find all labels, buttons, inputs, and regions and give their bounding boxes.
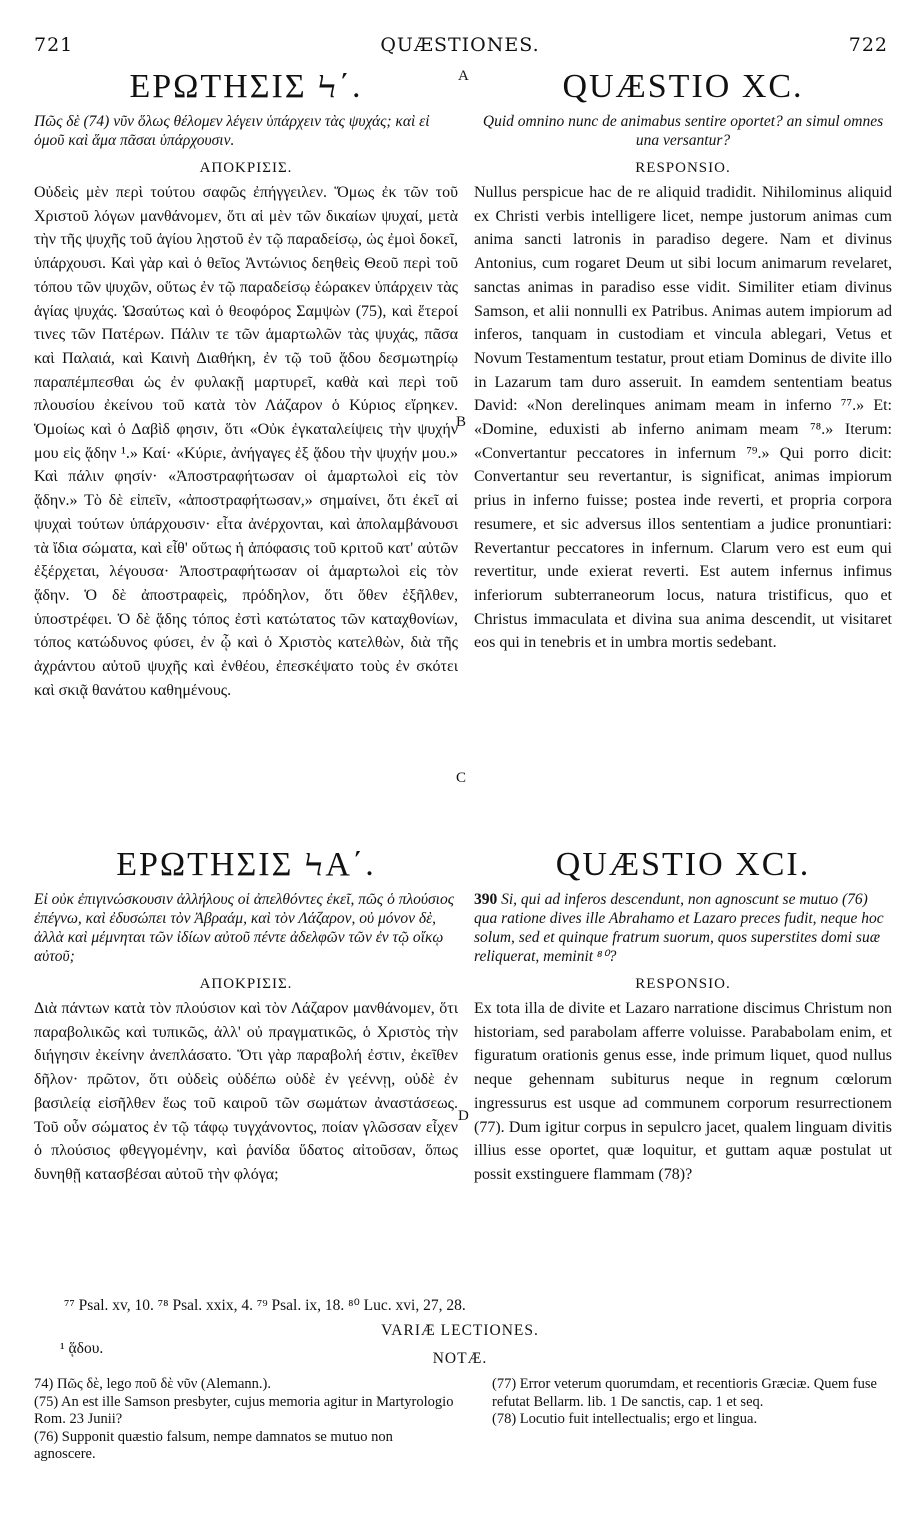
q91-latin-column xyxy=(474,846,892,1187)
note-75: (75) An est ille Samson presbyter, cujus memoria agitur in Martyrologio Rom. 23 Junii? xyxy=(34,1393,454,1427)
q91-latin-body: Ex tota illa de divite et Lazaro narratione discimus Christum non historiam, sed parabolam afferre voluisse. Parababolam enim, et figuratum orationis genus esse, inde primum liquet, quod nullus neque gehennam subiturus neque in regnum cœlorum ingressurus est usque ad communem corporum resurrectionem (77). Dum igitur corpus in sepulcro jacet, qualem linguam divitis illius esse oportet, quæ loquitur, et guttam aquæ postulat ut possit exstinguere flammam (78)? xyxy=(474,1000,892,1183)
q91-latin-question-text: Si, qui ad inferos descendunt, non agnoscunt se mutuo (76) qua ratione dives ille Abrahamo et Lazaro preces fudit, neque hoc solum, sed et quinque fratrum suorum, quos superstites domi suæ reliquerat, meminit ⁸⁰? xyxy=(474,891,884,965)
q91-latin-question xyxy=(474,890,892,966)
q90-latin-question: Quid omnino nunc de animabus sentire oportet? an simul omnes una versantur? xyxy=(482,113,884,149)
column-number: 390 xyxy=(474,891,498,908)
q91-greek-column xyxy=(34,846,458,1187)
q90-greek-response-heading: ΑΠΟΚΡΙΣΙΣ. xyxy=(199,160,293,176)
notes-right-column xyxy=(492,1376,892,1429)
q90-greek-question: Πῶς δὲ (74) νῦν ὅλως θέλομεν λέγειν ὑπάρχειν τὰς ψυχάς; καὶ εἰ ὁμοῦ καὶ ἅμα πᾶσαι ὑπάρχουσιν. xyxy=(34,113,430,149)
q91-latin-title: QUÆSTIO XCI. xyxy=(555,846,811,883)
q91-greek-response-heading: ΑΠΟΚΡΙΣΙΣ. xyxy=(199,976,293,992)
variae-lectiones-item: ¹ ᾅδου. xyxy=(60,1340,104,1357)
running-head: QUÆSTIONES. xyxy=(380,34,540,56)
q91-greek-question: Εἰ οὐκ ἐπιγινώσκουσιν ἀλλήλους οἱ ἀπελθόντες ἐκεῖ, πῶς ὁ πλούσιος ἐπέγνω, καὶ ἐδυσώπει τὸν Ἀβραάμ, καὶ τὸν Λάζαρον, οὐ μόνον δὲ, ἀλλὰ καὶ μέμνηται τῶν ἰδίων αὐτοῦ πέντε ἀδελφῶν τῶν ἐν τῷ οἴκῳ αὐτοῦ; xyxy=(34,891,455,965)
q90-greek-column xyxy=(34,68,458,702)
q90-greek-body: Οὐδεὶς μὲν περὶ τούτου σαφῶς ἐπήγγειλεν. Ὅμως ἐκ τῶν τοῦ Χριστοῦ λόγων μανθάνομεν, ὅτι αἱ μὲν τῶν δικαίων ψυχαί, μετὰ τὴν τῆς ψυχῆς τοῦ ἁγίου λῃστοῦ ἐν τῷ παραδείσῳ, ὡς ἐμοὶ δοκεῖ, ὑπάρχουσι. Καὶ γὰρ καὶ ὁ θεῖος Ἀντώνιος δεηθεὶς Θεοῦ περὶ τοῦ τόπου τῶν ψυχῶν, οὕτως ἐν τῷ παραδείσῳ ἑώρακεν ὑπάρχειν τὰς ἁγίας ψυχάς. Ὡσαύτως καὶ ὁ θεοφόρος Σαμψὼν (75), καὶ ἕτεροί τινες τῶν Πατέρων. Πάλιν τε τῶν ἁμαρτωλῶν τὰς ψυχάς, πᾶσα καὶ Παλαιά, καὶ Καινὴ Διαθήκη, ἐν τῷ τοῦ ᾅδου δεσμωτηρίῳ παραπέμπεσθαι ὡς ἐν φυλακῇ μαρτυρεῖ, καθὰ καὶ περὶ τοῦ πλουσίου ἐκείνου τοῦ κατὰ τὸν Λάζαρον ὁ Κύριος εἴρηκεν. Ὁμοίως καὶ ὁ Δαβὶδ φησιν, ὅτι «Οὐκ ἐγκαταλείψεις τὴν ψυχήν μου εἰς ᾅδην ¹.» Καί· «Κύριε, ἀνήγαγες ἐξ ᾅδου τὴν ψυχήν μου.» Καὶ πάλιν φησίν· «Ἀποστραφήτωσαν οἱ ἁμαρτωλοὶ εἰς τὸν ᾅδην.» Τὸ δὲ εἰπεῖν, «ἀποστραφήτωσαν,» σημαίνει, ὅτι ἐκεῖ αἱ ψυχαὶ τούτων ὑπάρχουσιν· εἶτα ἀνέρχονται, καὶ ἀπολαμβάνουσι τὰ ἴδια σώματα, καὶ εἶθ' οὕτως ἡ ἀπόφασις τοῦ κριτοῦ κατ' αὐτῶν ἐξέρχεται, λέγουσα· Ἀποστραφήτωσαν οἱ ἁμαρτωλοὶ εἰς τὸν ᾅδην. Ὁ δὲ ἀποστραφεὶς, πρόδηλον, ὅτι ὅθεν ἐξῆλθεν, ὑποστρέφει. Ὁ δὲ ᾅδης τόπος ἐστὶ κατώτατος τῶν καταχθονίων, τόπος κατώδυνος φύσει, ἐν ᾧ καὶ ὁ Χριστὸς κατελθὼν, διὰ τῆς ἀχράντου αὐτοῦ ψυχῆς καὶ ἐνθέου, ἐπεσκέψατο τοὺς ἐν σκότει καὶ σκιᾷ θανάτου καθημένους. xyxy=(34,184,458,699)
q90-latin-response-heading: RESPONSIO. xyxy=(635,160,731,176)
variae-lectiones-heading: VARIÆ LECTIONES. xyxy=(381,1322,539,1339)
q90-greek-title: ΕΡΩΤΗΣΙΣ Ϟ΄. xyxy=(129,68,363,105)
left-page-number: 721 xyxy=(34,34,74,56)
margin-letter-b: B xyxy=(456,414,467,430)
notae-heading: NOTÆ. xyxy=(432,1350,488,1367)
right-page-number: 722 xyxy=(848,34,888,56)
q91-greek-title: ΕΡΩΤΗΣΙΣ ϞΑ΄. xyxy=(116,846,376,883)
margin-letter-c: C xyxy=(456,770,467,786)
scripture-footnotes: ⁷⁷ Psal. xv, 10. ⁷⁸ Psal. xxix, 4. ⁷⁹ Psal. ix, 18. ⁸⁰ Luc. xvi, 27, 28. xyxy=(64,1297,466,1314)
note-74: 74) Πῶς δὲ, lego ποῦ δὲ νῦν (Alemann.). xyxy=(34,1376,271,1392)
notes-left-column xyxy=(34,1376,454,1464)
note-77: (77) Error veterum quorumdam, et recentioris Græciæ. Quem fuse refutat Bellarm. lib. 1 De sanctis, cap. 1 et seq. xyxy=(492,1376,877,1410)
q90-latin-body: Nullus perspicue hac de re aliquid tradidit. Nihilominus aliquid ex Christi verbis intelligere licet, nempe justorum animas cum anima sancti latronis in paradiso degere. Nam et divinus Antonius, cum rogaret Deum ut sibi locum animarum revelaret, sanctas animas in paradiso esse vidit. Similiter etiam divinus Samson, et alii nonnulli ex Patribus. Animas autem impiorum ad inferos, tanquam in custodiam et vincula ablegari, Vetus et Novum Testamentum testatur, prout etiam Dominus de divite illo in Lazarum tam duro asseruit. In eamdem sententiam beatus David: «Non derelinques animam meam in inferno ⁷⁷.» Et: «Domine, eduxisti ab inferno animam meam ⁷⁸.» Iterum: «Convertantur peccatores in infernum ⁷⁹.» Qui porro dicit: Convertantur seu revertantur, is significat, animas impiorum prius in inferno fuisse; postea inde reverti, et propria corpora resumere, et sic adversus illos sententiam a judice pronuntiari: Revertantur peccatores in infernum. Clarum vero est eum qui revertitur, unde exierat reverti. Est autem infernus infimus inferiorum subterraneorum locus, natura tristificus, quo et Christus immaculata et divina sua anima descendit, ut visitaret eos qui in tenebris et in umbra mortis sedebant. xyxy=(474,184,892,652)
margin-letter-a: A xyxy=(458,68,469,84)
margin-letter-d: D xyxy=(458,1108,469,1124)
q90-latin-title: QUÆSTIO XC. xyxy=(562,68,804,105)
q91-greek-body: Διὰ πάντων κατὰ τὸν πλούσιον καὶ τὸν Λάζαρον μανθάνομεν, ὅτι παραβολικῶς καὶ τυπικῶς, ἀλλ' οὐ πραγματικῶς, ὁ Χριστὸς τὴν διήγησιν ἐκείνην ἀνεπλάσατο. Ὅτι γὰρ παραβολή ἐστιν, ἐκεῖθεν δῆλον· πρῶτον, ὅτι οὐδεὶς οὐδέπω οὐδὲ ἐν γεέννῃ, οὐδὲ ἐν βασιλείᾳ εἰσῆλθεν ἕως τοῦ καιροῦ τῶν σωμάτων ἀναστάσεως. Τοῦ οὖν σώματος ἐν τῷ τάφῳ τυγχάνοντος, ποίαν γλῶσσαν εἶχεν ὁ πλούσιος φθεγγομένην, καὶ ῥανίδα ὕδατος αἰτοῦσαν, ὅπως δυνηθῇ κατασβέσαι αὐτοῦ τὴν φλόγα; xyxy=(34,1000,458,1183)
note-78: (78) Locutio fuit intellectualis; ergo et lingua. xyxy=(492,1411,758,1427)
q90-latin-column xyxy=(474,68,892,655)
note-76: (76) Supponit quæstio falsum, nempe damnatos se mutuo non agnoscere. xyxy=(34,1428,393,1462)
q91-latin-response-heading: RESPONSIO. xyxy=(635,976,731,992)
